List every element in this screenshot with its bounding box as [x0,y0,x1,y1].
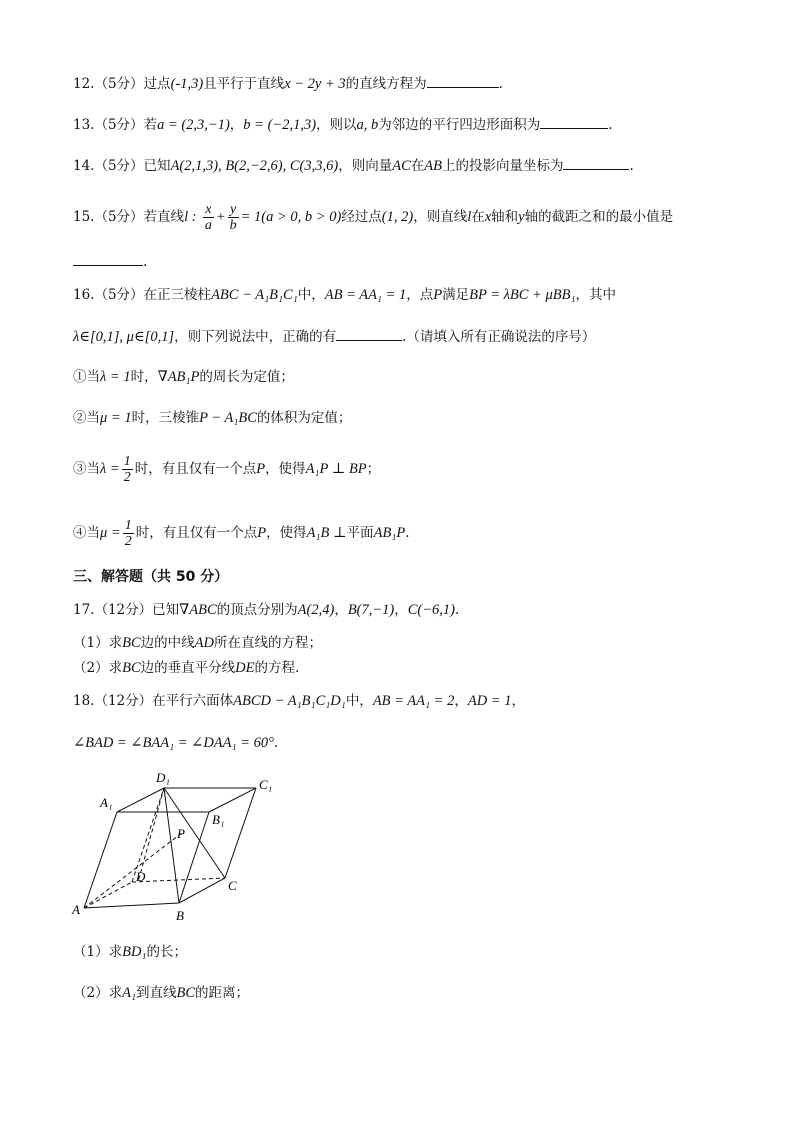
question-16: 16.（5分）在正三棱柱ABC − A₁B₁C₁中，AB = AA₁ = 1，点P满足BP = λBC + μBB₁，其中 [73,287,616,303]
question-16-option-3: ③当λ = $\frac{1}{2}$ 时，有且仅有一个点P，使得A₁P ⊥ BP； [73,454,381,485]
question-14: 14.（5分）已知A(2,1,3), B(2,−2,6), C(3,3,6)，则向量AC在AB上的投影向量坐标为 . [73,158,634,174]
question-17-part-1: （1）求BC边的中线AD所在直线的方程； [73,635,322,651]
question-16-option-1: ①当λ = 1时，∇AB₁P的周长为定值； [73,369,294,385]
answer-blank [563,156,629,170]
segment-d1c [164,788,225,878]
label-a: A [72,902,80,917]
question-15: 15.（5分）若直线l : $\frac{x}{a}$ + $\frac{y}{b}$ = 1(a > 0, b > 0)经过点(1, 2)，则直线l在x轴和y轴的截距之和的最小值是 [73,202,674,233]
question-18: 18.（12分）在平行六面体ABCD − A₁B₁C₁D₁中，AB = AA₁ = 2，AD = 1， [73,693,525,709]
question-16-option-2: ②当μ = 1时，三棱锥P − A₁BC的体积为定值； [73,410,352,426]
parallelepiped-diagram [70,770,290,930]
question-18-angles: ∠BAD = ∠BAA₁ = ∠DAA₁ = 60°. [73,735,279,751]
question-12: 12.（5分）过点(-1,3)且平行于直线x − 2y + 3的直线方程为 . [73,76,503,92]
question-17-part-2: （2）求BC边的垂直平分线DE的方程. [73,660,300,676]
label-a1: A₁ [100,795,113,810]
question-18-part-2: （2）求A₁到直线BC的距离； [73,985,250,1001]
answer-blank [427,74,499,88]
label-b1: B₁ [212,812,225,827]
label-p: P [177,826,185,841]
segment-d1b [164,788,179,903]
answer-blank [73,252,143,266]
label-c: C [228,878,237,893]
question-15-blank-line: . [73,252,147,271]
fraction-one-half: $\frac{1}{2}$ [123,454,131,485]
section-heading: 三、解答题（共 50 分） [73,569,229,585]
fraction-one-half: $\frac{1}{2}$ [124,518,132,549]
question-13: 13.（5分）若a = (2,3,−1)，b = (−2,1,3)，则以a, b为邻边的平行四边形面积为 . [73,117,613,133]
edge-aa1 [84,812,117,908]
question-18-part-1: （1）求BD₁的长； [73,944,187,960]
label-d1: D₁ [156,770,170,785]
fraction-x-over-a: $\frac{x}{a}$ [204,202,212,233]
fraction-y-over-b: $\frac{y}{b}$ [229,202,237,233]
segment-d1-inner [138,788,164,882]
label-b: B [176,908,184,923]
question-17: 17.（12分）已知∇ABC的顶点分别为A(2,4)，B(7,−1)，C(−6,1). [73,602,460,618]
answer-blank [336,327,402,341]
answer-blank [540,115,608,129]
question-16-option-4: ④当μ = $\frac{1}{2}$ 时，有且仅有一个点P，使得A₁B ⊥平面AB₁P. [73,518,410,549]
edge-ab [84,903,179,908]
label-c1: C₁ [259,777,273,792]
edge-dc [132,878,225,882]
question-16-line-2: λ∈[0,1], μ∈[0,1]，则下列说法中，正确的有 .（请填入所有正确说法的序号） [73,329,596,345]
segment-ap [84,832,183,908]
parallelepiped-figure [70,770,290,934]
label-d: D [136,869,146,884]
